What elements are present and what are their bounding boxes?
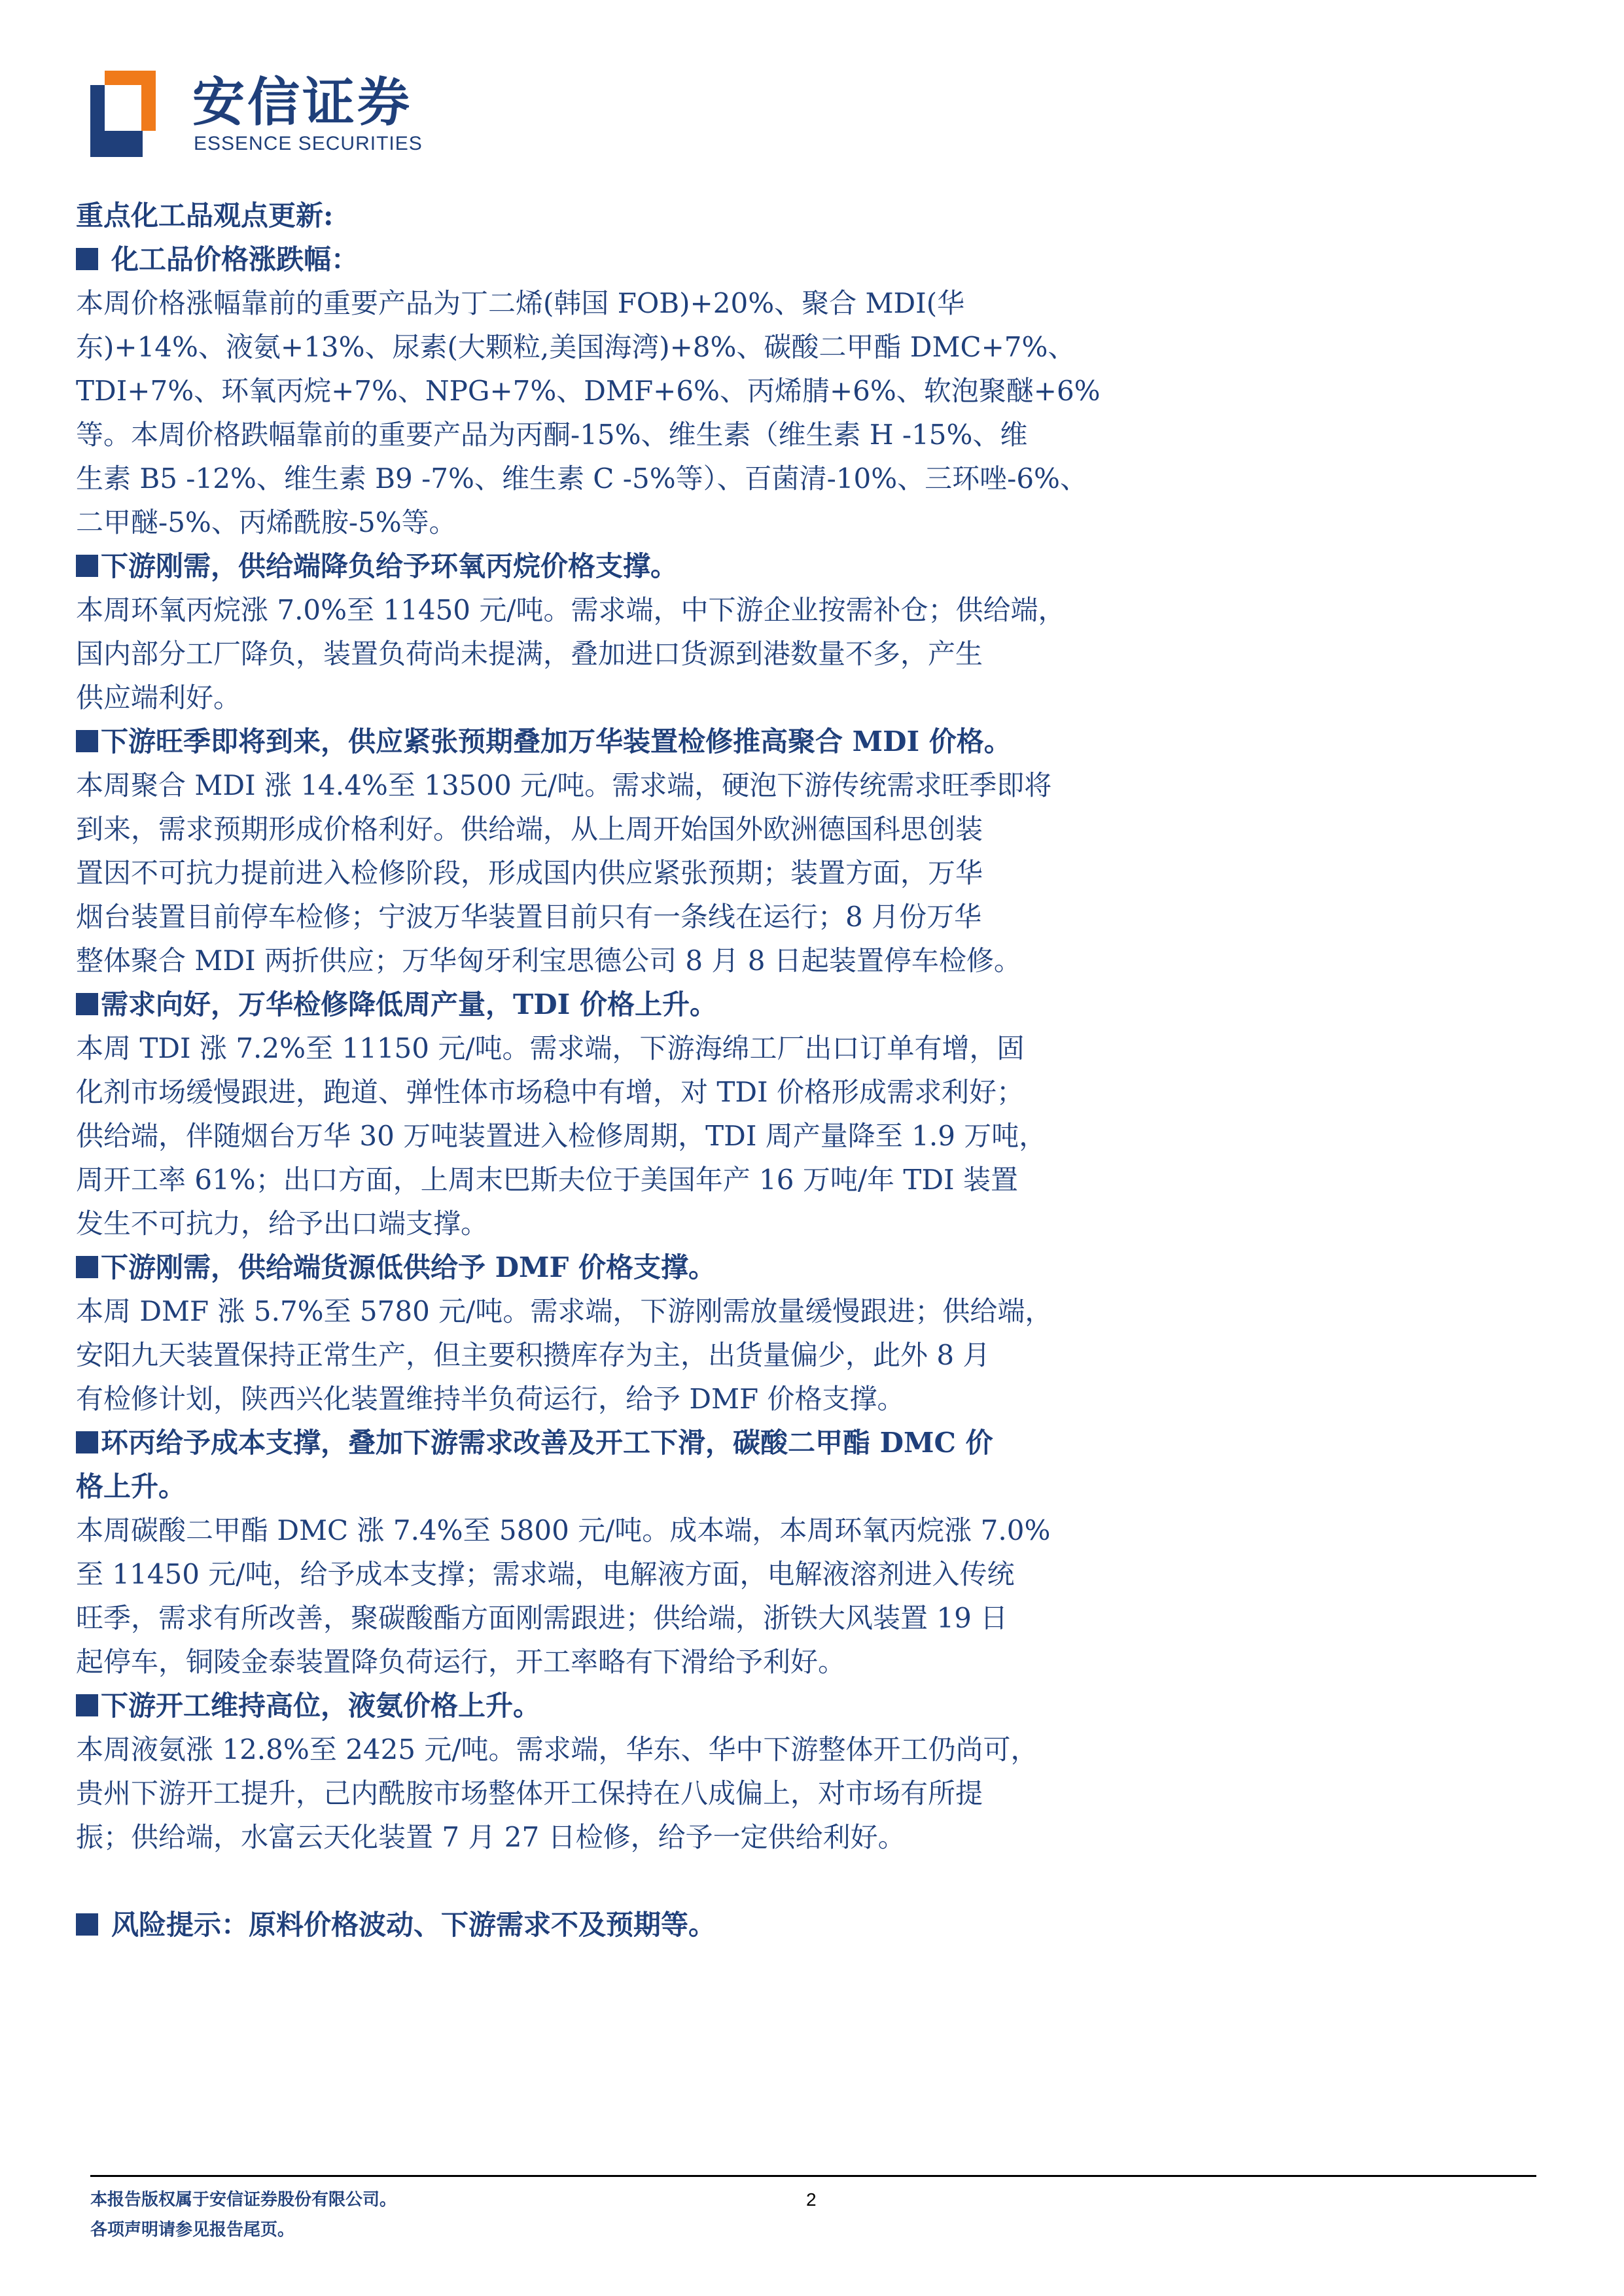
s7-text-line: 振；供给端，水富云天化装置 7 月 27 日检修，给予一定供给利好。 [76, 1821, 906, 1853]
s5-text-line: 本周 DMF 涨 5.7%至 5780 元/吨。需求端，下游刚需放量缓慢跟进；供给端， [76, 1295, 1053, 1327]
logo-mark-icon [90, 71, 156, 157]
s4-text-line: 周开工率 61%；出口方面，上周末巴斯夫位于美国年产 16 万吨/年 TDI 装置 [76, 1164, 1018, 1196]
square-bullet-icon [76, 1913, 98, 1936]
s5-heading: 下游刚需，供给端货源低供给予 DMF 价格支撑。 [76, 1245, 1084, 1289]
report-body [76, 194, 1101, 1947]
footer-copyright: 本报告版权属于安信证券股份有限公司。 [90, 2190, 397, 2210]
s1-text-line: 本周价格涨幅靠前的重要产品为丁二烯(韩国 FOB)+20%、聚合 MDI(华 [76, 287, 965, 319]
s6-text-line: 本周碳酸二甲酯 DMC 涨 7.4%至 5800 元/吨。成本端，本周环氧丙烷涨 7.0% [76, 1514, 1051, 1546]
s7-heading: 下游开工维持高位，液氨价格上升。 [76, 1684, 1084, 1728]
footer-disclaimer [90, 2185, 397, 2245]
logo-chinese-name: 安信证券 [192, 72, 412, 133]
s3-text-line: 烟台装置目前停车检修；宁波万华装置目前只有一条线在运行；8 月份万华 [76, 901, 982, 933]
s6-text-line: 至 11450 元/吨，给予成本支撑；需求端，电解液方面，电解液溶剂进入传统 [76, 1558, 1015, 1590]
footer-divider [90, 2175, 1536, 2177]
s3-text-line: 本周聚合 MDI 涨 14.4%至 13500 元/吨。需求端，硬泡下游传统需求旺季即将 [76, 769, 1052, 801]
company-logo [90, 71, 431, 162]
s3-text-line: 置因不可抗力提前进入检修阶段，形成国内供应紧张预期；装置方面，万华 [76, 857, 983, 889]
s2-heading: 下游刚需，供给端降负给予环氧丙烷价格支撑。 [76, 544, 1084, 588]
spacer [76, 1859, 1084, 1903]
square-bullet-icon [76, 248, 98, 270]
s4-text-line: 发生不可抗力，给予出口端支撑。 [76, 1208, 489, 1240]
s3-text-line: 到来，需求预期形成价格利好。供给端，从上周开始国外欧洲德国科思创装 [76, 813, 983, 845]
s6-heading: 环丙给予成本支撑，叠加下游需求改善及开工下滑，碳酸二甲酯 DMC 价 [76, 1421, 1084, 1465]
s2-text-line: 国内部分工厂降负，装置负荷尚未提满，叠加进口货源到港数量不多，产生 [76, 638, 983, 670]
section-title: 重点化工品观点更新: [76, 200, 334, 232]
s6-text-line: 旺季，需求有所改善，聚碳酸酯方面刚需跟进；供给端，浙铁大风装置 19 日 [76, 1602, 1008, 1634]
s4-text-line: 化剂市场缓慢跟进，跑道、弹性体市场稳中有增，对 TDI 价格形成需求利好； [76, 1076, 1024, 1108]
s1-heading: 化工品价格涨跌幅： [76, 237, 1084, 281]
s6-text-line: 起停车，铜陵金泰装置降负荷运行，开工率略有下滑给予利好。 [76, 1646, 846, 1678]
s3-heading: 下游旺季即将到来，供应紧张预期叠加万华装置检修推高聚合 MDI 价格。 [76, 720, 1084, 763]
s5-text-line: 有检修计划，陕西兴化装置维持半负荷运行，给予 DMF 价格支撑。 [76, 1383, 905, 1415]
s2-text-line: 本周环氧丙烷涨 7.0%至 11450 元/吨。需求端，中下游企业按需补仓；供给端， [76, 594, 1066, 626]
s7-text-line: 本周液氨涨 12.8%至 2425 元/吨。需求端，华东、华中下游整体开工仍尚可， [76, 1733, 1038, 1765]
square-bullet-icon [76, 1431, 98, 1453]
s6-heading-cont: 格上升。 [76, 1470, 186, 1503]
square-bullet-icon [76, 1256, 98, 1278]
s2-text-line: 供应端利好。 [76, 682, 241, 714]
s4-text-line: 供给端，伴随烟台万华 30 万吨装置进入检修周期，TDI 周产量降至 1.9 万吨， [76, 1120, 1047, 1152]
s1-text-line: 东)+14%、液氨+13%、尿素(大颗粒,美国海湾)+8%、碳酸二甲酯 DMC+7%、 [76, 331, 1076, 363]
s1-text-line: TDI+7%、环氧丙烷+7%、NPG+7%、DMF+6%、丙烯腈+6%、软泡聚醚+6% [76, 375, 1101, 407]
square-bullet-icon [76, 555, 98, 577]
s1-text-line: 二甲醚-5%、丙烯酰胺-5%等。 [76, 506, 457, 538]
s5-text-line: 安阳九天装置保持正常生产，但主要积攒库存为主，出货量偏少，此外 8 月 [76, 1339, 991, 1371]
s4-heading: 需求向好，万华检修降低周产量，TDI 价格上升。 [76, 983, 1084, 1026]
risk-warning: 风险提示：原料价格波动、下游需求不及预期等。 [76, 1903, 1084, 1947]
logo-english-name: ESSENCE SECURITIES [194, 133, 423, 154]
square-bullet-icon [76, 730, 98, 752]
s1-text-line: 生素 B5 -12%、维生素 B9 -7%、维生素 C -5%等）、百菌清-10%、三环唑-6%、 [76, 462, 1087, 495]
s3-text-line: 整体聚合 MDI 两折供应；万华匈牙利宝思德公司 8 月 8 日起装置停车检修。 [76, 945, 1021, 977]
page-number: 2 [806, 2189, 817, 2210]
s1-text-line: 等。本周价格跌幅靠前的重要产品为丙酮-15%、维生素（维生素 H -15%、维 [76, 419, 1028, 451]
footer-notice: 各项声明请参见报告尾页。 [90, 2220, 295, 2240]
square-bullet-icon [76, 1694, 98, 1716]
s7-text-line: 贵州下游开工提升，己内酰胺市场整体开工保持在八成偏上，对市场有所提 [76, 1777, 983, 1809]
square-bullet-icon [76, 993, 98, 1015]
s4-text-line: 本周 TDI 涨 7.2%至 11150 元/吨。需求端，下游海绵工厂出口订单有增，固 [76, 1032, 1025, 1064]
